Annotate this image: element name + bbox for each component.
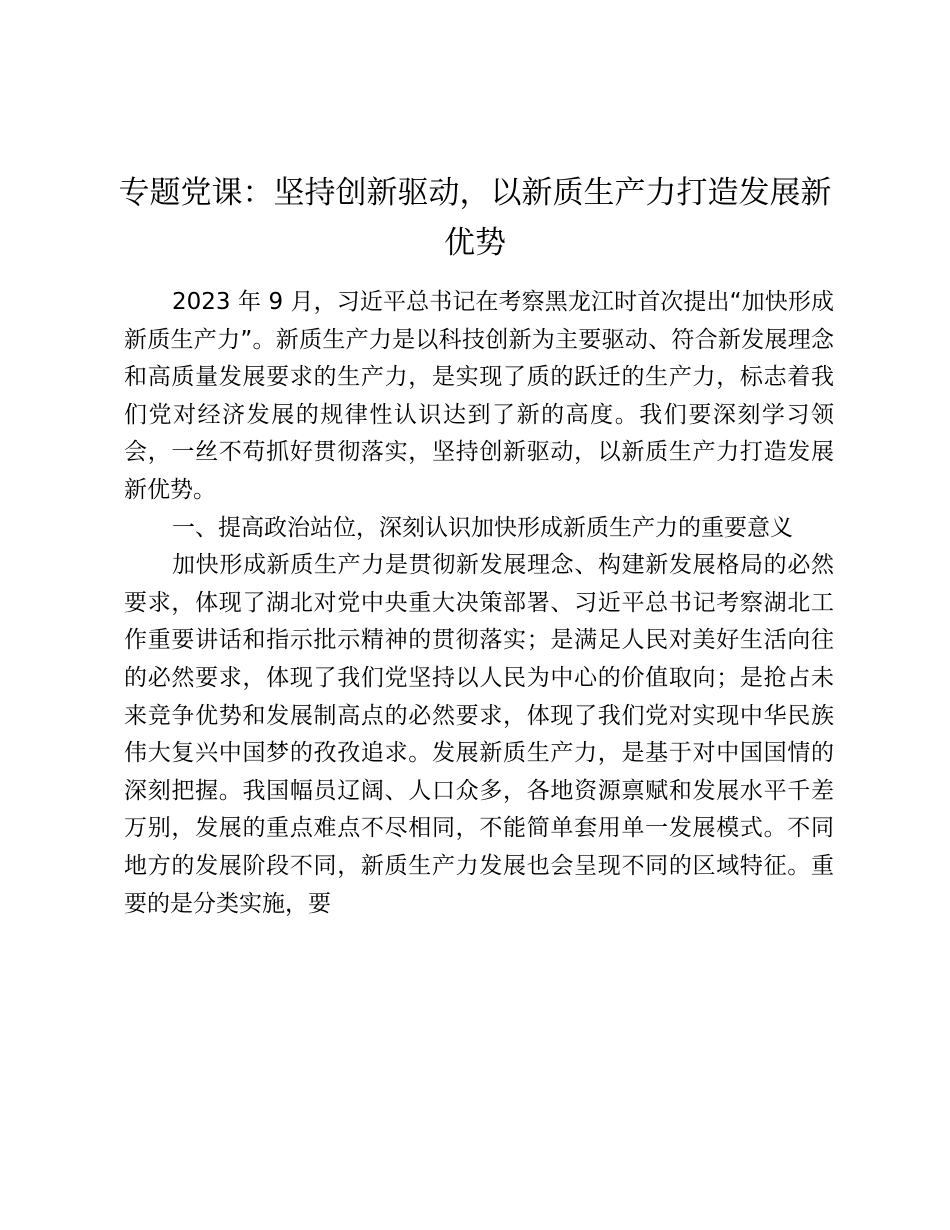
document-body	[124, 284, 834, 923]
paragraph-intro: 2023 年 9 月，习近平总书记在考察黑龙江时首次提出“加快形成新质生产力”。新质生产力是以科技创新为主要驱动、符合新发展理念和高质量发展要求的生产力，是实现了质的跃迁的生产力，标志着我们党对经济发展的规律性认识达到了新的高度。我们要深刻学习领会，一丝不苟抓好贯彻落实，坚持创新驱动，以新质生产力打造发展新优势。	[124, 289, 834, 503]
paragraph-section-1: 加快形成新质生产力是贯彻新发展理念、构建新发展格局的必然要求，体现了湖北对党中央重大决策部署、习近平总书记考察湖北工作重要讲话和指示批示精神的贯彻落实；是满足人民对美好生活向往的必然要求，体现了我们党坚持以人民为中心的价值取向；是抢占未来竞争优势和发展制高点的必然要求，体现了我们党对实现中华民族伟大复兴中国梦的孜孜追求。发展新质生产力，是基于对中国国情的深刻把握。我国幅员辽阔、人口众多，各地资源禀赋和发展水平千差万别，发展的重点难点不尽相同，不能简单套用单一发展模式。不同地方的发展阶段不同，新质生产力发展也会呈现不同的区域特征。重要的是分类实施，要	[124, 552, 834, 917]
section-heading-1: 一、提高政治站位，深刻认识加快形成新质生产力的重要意义	[172, 514, 793, 541]
document-title: 专题党课：坚持创新驱动，以新质生产力打造发展新优势	[118, 175, 832, 261]
